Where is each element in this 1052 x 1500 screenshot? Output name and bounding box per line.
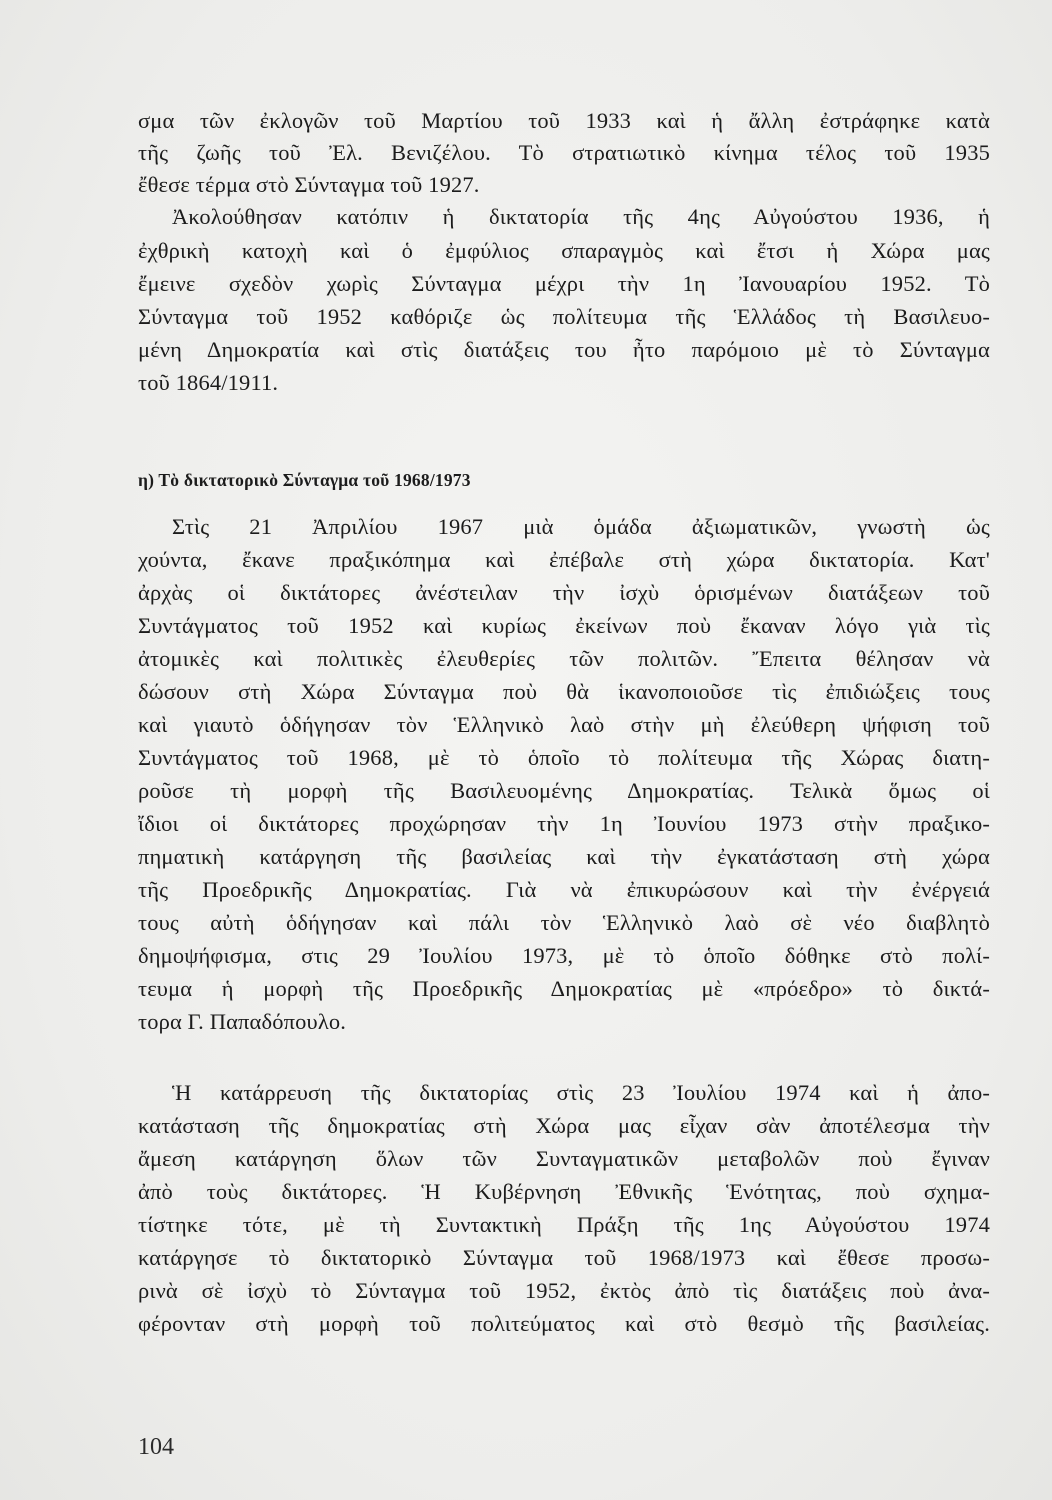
text-line: ἀρχὰς οἱ δικτάτορες ἀνέστειλαν τὴν ἰσχὺ ὁρισμένων διατάξεων τοῦ: [138, 580, 990, 605]
text-line: τευμα ἡ μορφὴ τῆς Προεδρικῆς Δημοκρατίας μὲ «πρόεδρο» τὸ δικτά-: [138, 976, 990, 1001]
text-line: καὶ γιαυτὸ ὁδήγησαν τὸν Ἑλληνικὸ λαὸ στὴν μὴ ἐλεύθερη ψήφιση τοῦ: [138, 712, 990, 737]
text-line: Συντάγματος τοῦ 1952 καὶ κυρίως ἐκείνων ποὺ ἔκαναν λόγο γιὰ τὶς: [138, 613, 990, 638]
text-line: τίστηκε τότε, μὲ τὴ Συντακτικὴ Πράξη τῆς 1ης Αὐγούστου 1974: [138, 1212, 990, 1237]
text-line: τορα Γ. Παπαδόπουλο.: [138, 1009, 347, 1034]
text-line: σμα τῶν ἐκλογῶν τοῦ Μαρτίου τοῦ 1933 καὶ ἡ ἄλλη ἐστράφηκε κατὰ: [138, 108, 990, 133]
text-line: ἄμεση κατάργηση ὅλων τῶν Συνταγματικῶν μεταβολῶν ποὺ ἔγιναν: [138, 1146, 990, 1171]
text-line: Σύνταγμα τοῦ 1952 καθόριζε ὡς πολίτευμα τῆς Ἑλλάδος τὴ Βασιλευο-: [138, 304, 990, 329]
text-line: τους αὐτὴ ὁδήγησαν καὶ πάλι τὸν Ἑλληνικὸ λαὸ σὲ νέο διαβλητὸ: [138, 910, 990, 935]
text-line: τῆς ζωῆς τοῦ Ἐλ. Βενιζέλου. Τὸ στρατιωτικὸ κίνημα τέλος τοῦ 1935: [138, 140, 990, 165]
text-line: ἴδιοι οἱ δικτάτορες προχώρησαν τὴν 1η Ἰουνίου 1973 στὴν πραξικο-: [138, 811, 990, 836]
text-line: Συντάγματος τοῦ 1968, μὲ τὸ ὁποῖο τὸ πολίτευμα τῆς Χώρας διατη-: [138, 745, 990, 770]
text-line: δημοψήφισμα, στις 29 Ἰουλίου 1973, μὲ τὸ ὁποῖο δόθηκε στὸ πολί-: [138, 943, 990, 968]
text-line: κατάργησε τὸ δικτατορικὸ Σύνταγμα τοῦ 1968/1973 καὶ ἔθεσε προσω-: [138, 1245, 990, 1270]
text-line: κατάσταση τῆς δημοκρατίας στὴ Χώρα μας εἶχαν σὰν ἀποτέλεσμα τὴν: [138, 1113, 990, 1138]
text-line: ροῦσε τὴ μορφὴ τῆς Βασιλευομένης Δημοκρατίας. Τελικὰ ὅμως οἱ: [138, 778, 990, 803]
page-number: 104: [138, 1434, 174, 1460]
text-line: ρινὰ σὲ ἰσχὺ τὸ Σύνταγμα τοῦ 1952, ἐκτὸς ἀπὸ τὶς διατάξεις ποὺ ἀνα-: [138, 1278, 990, 1303]
text-line: τῆς Προεδρικῆς Δημοκρατίας. Γιὰ νὰ ἐπικυρώσουν καὶ τὴν ἐνέργειά: [138, 877, 990, 902]
text-line: τοῦ 1864/1911.: [138, 370, 279, 395]
text-line: ἀτομικὲς καὶ πολιτικὲς ἐλευθερίες τῶν πολιτῶν. Ἔπειτα θέλησαν νὰ: [138, 646, 990, 671]
text-line: μένη Δημοκρατία καὶ στὶς διατάξεις του ἦτο παρόμοιο μὲ τὸ Σύνταγμα: [138, 337, 990, 362]
text-line: ἔθεσε τέρμα στὸ Σύνταγμα τοῦ 1927.: [138, 172, 480, 197]
text-line: πηματικὴ κατάργηση τῆς βασιλείας καὶ τὴν ἐγκατάσταση στὴ χώρα: [138, 844, 990, 869]
section-heading: η) Τὸ δικτατορικὸ Σύνταγμα τοῦ 1968/1973: [138, 470, 471, 490]
text-line: ἀπὸ τοὺς δικτάτορες. Ἡ Κυβέρνηση Ἐθνικῆς Ἑνότητας, ποὺ σχημα-: [138, 1179, 990, 1204]
text-line: ἐχθρικὴ κατοχὴ καὶ ὁ ἐμφύλιος σπαραγμὸς καὶ ἔτσι ἡ Χώρα μας: [138, 238, 990, 263]
text-line: Ἀκολούθησαν κατόπιν ἡ δικτατορία τῆς 4ης Αὐγούστου 1936, ἡ: [172, 204, 990, 229]
text-line: ἔμεινε σχεδὸν χωρὶς Σύνταγμα μέχρι τὴν 1η Ἰανουαρίου 1952. Τὸ: [138, 271, 990, 296]
text-line: χούντα, ἔκανε πραξικόπημα καὶ ἐπέβαλε στὴ χώρα δικτατορία. Κατ': [138, 547, 990, 572]
text-line: δώσουν στὴ Χώρα Σύνταγμα ποὺ θὰ ἱκανοποιοῦσε τὶς ἐπιδιώξεις τους: [138, 679, 990, 704]
text-line: Ἡ κατάρρευση τῆς δικτατορίας στὶς 23 Ἰουλίου 1974 καὶ ἡ ἀπο-: [172, 1080, 990, 1105]
text-line: φέρονταν στὴ μορφὴ τοῦ πολιτεύματος καὶ στὸ θεσμὸ τῆς βασιλείας.: [138, 1311, 990, 1336]
text-line: Στὶς 21 Ἀπριλίου 1967 μιὰ ὁμάδα ἀξιωματικῶν, γνωστὴ ὡς: [172, 514, 990, 539]
